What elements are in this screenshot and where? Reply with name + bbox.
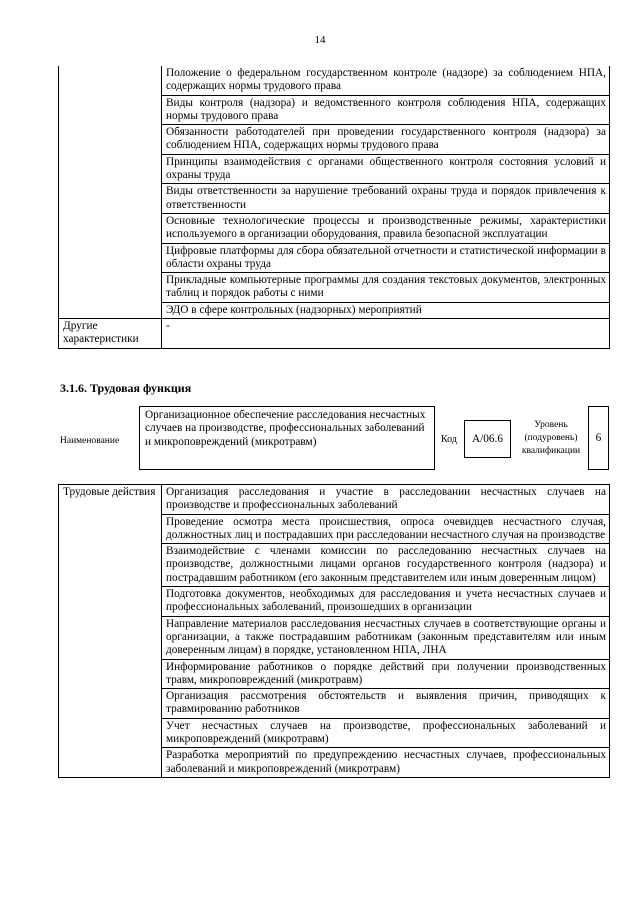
table-cell-item: Организация расследования и участие в расследовании несчастных случаев на производстве и профессиональных заболеваний <box>162 485 610 515</box>
section-heading: 3.1.6. Трудовая функция <box>60 381 192 395</box>
table-row <box>59 66 610 95</box>
qualification-level-label: Уровень (подуровень) квалификации <box>521 420 581 456</box>
table-cell-item: Положение о федеральном государственном контроле (надзоре) за соблюдением НПА, содержащих нормы трудового права <box>162 66 610 95</box>
table-row <box>59 319 610 349</box>
function-name-box: Организационное обеспечение расследования несчастных случаев на производстве, профессиональных заболеваний и микроповреждений (микротравм) <box>139 406 435 470</box>
table-cell-item: Основные технологические процессы и производственные режимы, характеристики используемого в организации оборудования, правила безопасной эксплуатации <box>162 213 610 243</box>
table-cell-item: Прикладные компьютерные программы для создания текстовых документов, электронных таблиц и порядок работы с ними <box>162 273 610 303</box>
table-cell-item: ЭДО в сфере контрольных (надзорных) мероприятий <box>162 302 610 318</box>
table-cell-item: Принципы взаимодействия с органами общественного контроля состояния условий и охраны труда <box>162 154 610 184</box>
qualification-level-box: 6 <box>588 406 609 470</box>
other-characteristics-label: Другие характеристики <box>59 319 162 349</box>
page-number: 14 <box>314 34 326 46</box>
labor-actions-table <box>58 484 610 778</box>
table-cell-item: Направление материалов расследования несчастных случаев в соответствующие органы и организации, а также пострадавшим работникам (законным представителям или иным доверенным лицам) в порядке, установленном НПА, ЛНА <box>162 616 610 659</box>
table-cell-item: Подготовка документов, необходимых для расследования и учета несчастных случаев и профессиональных заболеваний, произошедших в организации <box>162 587 610 617</box>
name-label: Наименование <box>60 436 120 446</box>
table-cell-item: Информирование работников о порядке действий при получении производственных травм, микроповреждений (микротравм) <box>162 659 610 689</box>
table-cell-item: Организация рассмотрения обстоятельств и выявления причин, приводящих к травмированию работников <box>162 689 610 719</box>
table-cell-item: Виды контроля (надзора) и ведомственного контроля соблюдения НПА, содержащих нормы трудового права <box>162 95 610 125</box>
other-characteristics-value: - <box>162 319 610 349</box>
table-cell-item: Разработка мероприятий по предупреждению несчастных случаев, профессиональных заболеваний и микроповреждений (микротравм) <box>162 748 610 778</box>
table-row <box>59 485 610 515</box>
table-cell-item: Виды ответственности за нарушение требований охраны труда и порядок привлечения к ответственности <box>162 184 610 214</box>
table-cell-item: Цифровые платформы для сбора обязательной отчетности и статистической информации в области охраны труда <box>162 243 610 273</box>
code-box: A/06.6 <box>464 420 511 458</box>
table-cell-item: Учет несчастных случаев на производстве, профессиональных заболеваний и микроповреждений (микротравм) <box>162 718 610 748</box>
table-cell-item: Взаимодействие с членами комиссии по расследованию несчастных случаев на производстве, должностными лицами органов государственного контроля (надзора) и пострадавшим работником (его законным представителем или иным доверенным лицом) <box>162 544 610 587</box>
knowledge-table-continued <box>58 66 610 349</box>
knowledge-label-cell <box>59 66 162 319</box>
labor-actions-label: Трудовые действия <box>59 485 162 778</box>
table-cell-item: Проведение осмотра места происшествия, опроса очевидцев несчастного случая, должностных лиц и пострадавших при расследовании несчастного случая на производстве <box>162 514 610 544</box>
code-label: Код <box>441 434 457 445</box>
table-cell-item: Обязанности работодателей при проведении государственного контроля (надзора) за соблюдением НПА, содержащих нормы трудового права <box>162 125 610 155</box>
